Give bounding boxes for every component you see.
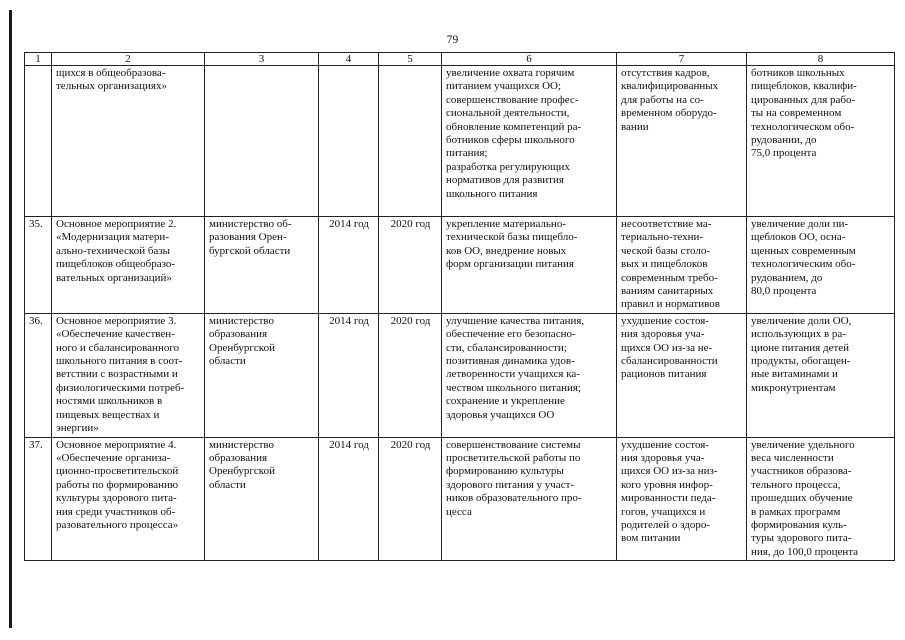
- measure-name-cell: Основное мероприятие 2. «Модернизация матери- ально-технической базы пищеблоков общеобразо- вательных организаций»: [52, 217, 205, 314]
- page-number: 79: [446, 34, 459, 46]
- header-col-3: 3: [205, 53, 319, 66]
- indicator-cell: увеличение удельного веса численности участников образова- тельного процесса, прошедших обучение в рамках программ формирования куль- туры здорового пита- ния, до 100,0 процента: [747, 437, 895, 561]
- header-col-8: 8: [747, 53, 895, 66]
- executor-cell: министерство об- разования Орен- бургской области: [205, 217, 319, 314]
- header-col-4: 4: [319, 53, 379, 66]
- row-number-cell: 36.: [25, 313, 52, 437]
- table-row: [25, 66, 895, 217]
- indicator-cell: увеличение доли ОО, использующих в ра- ционе питания детей продукты, обогащен- ные витаминами и микронутриентам: [747, 313, 895, 437]
- consequences-cell: несоответствие ма- териально-техни- ческой базы столо- вых и пищеблоков современным требо- ваниям санитарных правил и нормативов: [617, 217, 747, 314]
- expected-result-cell: увеличение охвата горячим питанием учащихся ОО; совершенствование профес- сиональной деятельности, обновление компетенций ра- ботников сферы школьного питания; разработка регулирующих нормативов для развития школьного питания: [442, 66, 617, 217]
- table-row: [25, 437, 895, 561]
- program-table: [24, 52, 895, 561]
- expected-result-cell: укрепление материально- технической базы пищебло- ков ОО, внедрение новых форм организации питания: [442, 217, 617, 314]
- page-left-edge-bar: [9, 10, 12, 628]
- row-number-cell: [25, 66, 52, 217]
- consequences-cell: ухудшение состоя- ния здоровья уча- щихся ОО из-за не- сбалансированности рационов питания: [617, 313, 747, 437]
- header-row: [25, 53, 895, 66]
- indicator-cell: ботников школьных пищеблоков, квалифи- цированных для рабо- ты на современном технологическом обо- рудовании, до 75,0 процента: [747, 66, 895, 217]
- header-col-2: 2: [52, 53, 205, 66]
- executor-cell: министерство образования Оренбургской области: [205, 437, 319, 561]
- end-year-cell: 2020 год: [379, 217, 442, 314]
- expected-result-cell: улучшение качества питания, обеспечение его безопасно- сти, сбалансированности; позитивная динамика удов- летворенности учащихся ка- чеством школьного питания; сохранение и укрепление здоровья учащихся ОО: [442, 313, 617, 437]
- header-col-7: 7: [617, 53, 747, 66]
- header-col-5: 5: [379, 53, 442, 66]
- table-row: [25, 217, 895, 314]
- header-col-1: 1: [25, 53, 52, 66]
- end-year-cell: 2020 год: [379, 437, 442, 561]
- end-year-cell: 2020 год: [379, 313, 442, 437]
- header-col-6: 6: [442, 53, 617, 66]
- consequences-cell: отсутствия кадров, квалифицированных для работы на со- временном оборудо- вании: [617, 66, 747, 217]
- start-year-cell: [319, 66, 379, 217]
- measure-name-cell: Основное мероприятие 3. «Обеспечение качествен- ного и сбалансированного школьного питания в соот- ветствии с возрастными и физиологическими потреб- ностями школьников в пищевых веществах и энергии»: [52, 313, 205, 437]
- row-number-cell: 35.: [25, 217, 52, 314]
- table-row: [25, 313, 895, 437]
- row-number-cell: 37.: [25, 437, 52, 561]
- indicator-cell: увеличение доли пи- щеблоков ОО, осна- щенных современным технологическим обо- рудованием, до 80,0 процента: [747, 217, 895, 314]
- measure-name-cell: Основное мероприятие 4. «Обеспечение организа- ционно-просветительской работы по формированию культуры здорового пита- ния среди участников об- разовательного процесса»: [52, 437, 205, 561]
- measure-name-cell: щихся в общеобразова- тельных организациях»: [52, 66, 205, 217]
- consequences-cell: ухудшение состоя- ния здоровья уча- щихся ОО из-за низ- кого уровня инфор- мированности педа- гогов, учащихся и родителей о здоро- вом питании: [617, 437, 747, 561]
- start-year-cell: 2014 год: [319, 217, 379, 314]
- executor-cell: министерство образования Оренбургской области: [205, 313, 319, 437]
- start-year-cell: 2014 год: [319, 437, 379, 561]
- end-year-cell: [379, 66, 442, 217]
- expected-result-cell: совершенствование системы просветительской работы по формированию культуры здорового питания у участ- ников образовательного про- цесса: [442, 437, 617, 561]
- executor-cell: [205, 66, 319, 217]
- start-year-cell: 2014 год: [319, 313, 379, 437]
